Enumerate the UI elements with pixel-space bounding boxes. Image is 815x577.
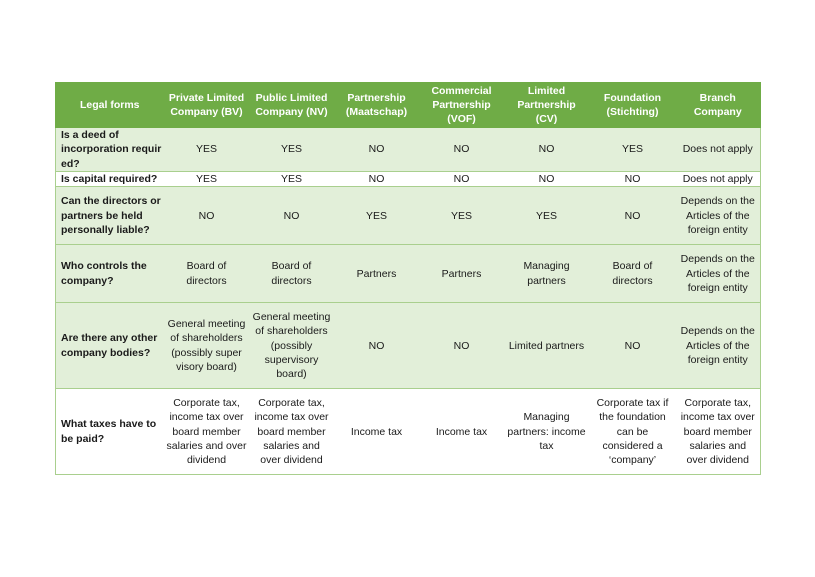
header-partnership: Partnership (Maatschap) bbox=[334, 83, 420, 128]
table-cell: NO bbox=[334, 303, 420, 389]
table-cell: Board of directors bbox=[590, 245, 676, 303]
table-cell: NO bbox=[420, 303, 504, 389]
row-other-company-bodies bbox=[56, 303, 761, 389]
table-cell: Board of directors bbox=[164, 245, 250, 303]
header-branch-company: Branch Company bbox=[676, 83, 761, 128]
header-limited-partnership: Limited Partnership (CV) bbox=[504, 83, 590, 128]
table-cell: NO bbox=[590, 187, 676, 245]
table-cell: Depends on the Articles of the foreign entity bbox=[676, 245, 761, 303]
table-cell: Corporate tax, income tax over board member salaries and over dividend bbox=[250, 389, 334, 475]
table-cell: YES bbox=[420, 187, 504, 245]
table-cell: YES bbox=[250, 128, 334, 172]
table-cell: NO bbox=[590, 171, 676, 186]
table-cell: Partners bbox=[334, 245, 420, 303]
table-cell: Does not apply bbox=[676, 171, 761, 186]
table-cell: Does not apply bbox=[676, 128, 761, 172]
table-cell: NO bbox=[250, 187, 334, 245]
table-cell: Managing partners bbox=[504, 245, 590, 303]
table-cell: YES bbox=[504, 187, 590, 245]
header-public-limited-company: Public Limited Company (NV) bbox=[250, 83, 334, 128]
table-cell: NO bbox=[590, 303, 676, 389]
table-cell: Partners bbox=[420, 245, 504, 303]
table-cell: General meeting of shareholders (possibly supervisory board) bbox=[250, 303, 334, 389]
header-row bbox=[56, 83, 761, 128]
table-cell: Depends on the Articles of the foreign entity bbox=[676, 187, 761, 245]
row-who-controls bbox=[56, 245, 761, 303]
row-question: Is a deed of incorporation requir ed? bbox=[56, 128, 164, 172]
table-cell: NO bbox=[504, 171, 590, 186]
row-capital-required bbox=[56, 171, 761, 186]
header-legal-forms: Legal forms bbox=[56, 83, 164, 128]
table-cell: YES bbox=[590, 128, 676, 172]
table-cell: Managing partners: income tax bbox=[504, 389, 590, 475]
legal-forms-table bbox=[55, 82, 761, 475]
row-question: Who controls the company? bbox=[56, 245, 164, 303]
table-cell: YES bbox=[164, 171, 250, 186]
row-deed-of-incorporation bbox=[56, 128, 761, 172]
table-cell: General meeting of shareholders (possibly super visory board) bbox=[164, 303, 250, 389]
row-question: What taxes have to be paid? bbox=[56, 389, 164, 475]
row-taxes bbox=[56, 389, 761, 475]
header-private-limited-company: Private Limited Company (BV) bbox=[164, 83, 250, 128]
legal-forms-table-container bbox=[55, 82, 760, 475]
table-cell: NO bbox=[420, 171, 504, 186]
table-cell: Corporate tax if the foundation can be considered a ‘company’ bbox=[590, 389, 676, 475]
table-cell: NO bbox=[164, 187, 250, 245]
table-cell: Corporate tax, income tax over board member salaries and over dividend bbox=[164, 389, 250, 475]
table-cell: Limited partners bbox=[504, 303, 590, 389]
table-cell: NO bbox=[334, 128, 420, 172]
header-commercial-partnership: Commercial Partnership (VOF) bbox=[420, 83, 504, 128]
table-cell: NO bbox=[504, 128, 590, 172]
row-question: Is capital required? bbox=[56, 171, 164, 186]
header-foundation: Foundation (Stichting) bbox=[590, 83, 676, 128]
table-cell: YES bbox=[250, 171, 334, 186]
row-question: Are there any other company bodies? bbox=[56, 303, 164, 389]
table-cell: YES bbox=[164, 128, 250, 172]
table-cell: Depends on the Articles of the foreign entity bbox=[676, 303, 761, 389]
row-question: Can the directors or partners be held personally liable? bbox=[56, 187, 164, 245]
table-cell: NO bbox=[334, 171, 420, 186]
table-cell: Corporate tax, income tax over board member salaries and over dividend bbox=[676, 389, 761, 475]
table-cell: Income tax bbox=[334, 389, 420, 475]
table-cell: NO bbox=[420, 128, 504, 172]
table-cell: YES bbox=[334, 187, 420, 245]
row-personal-liability bbox=[56, 187, 761, 245]
table-cell: Board of directors bbox=[250, 245, 334, 303]
table-cell: Income tax bbox=[420, 389, 504, 475]
